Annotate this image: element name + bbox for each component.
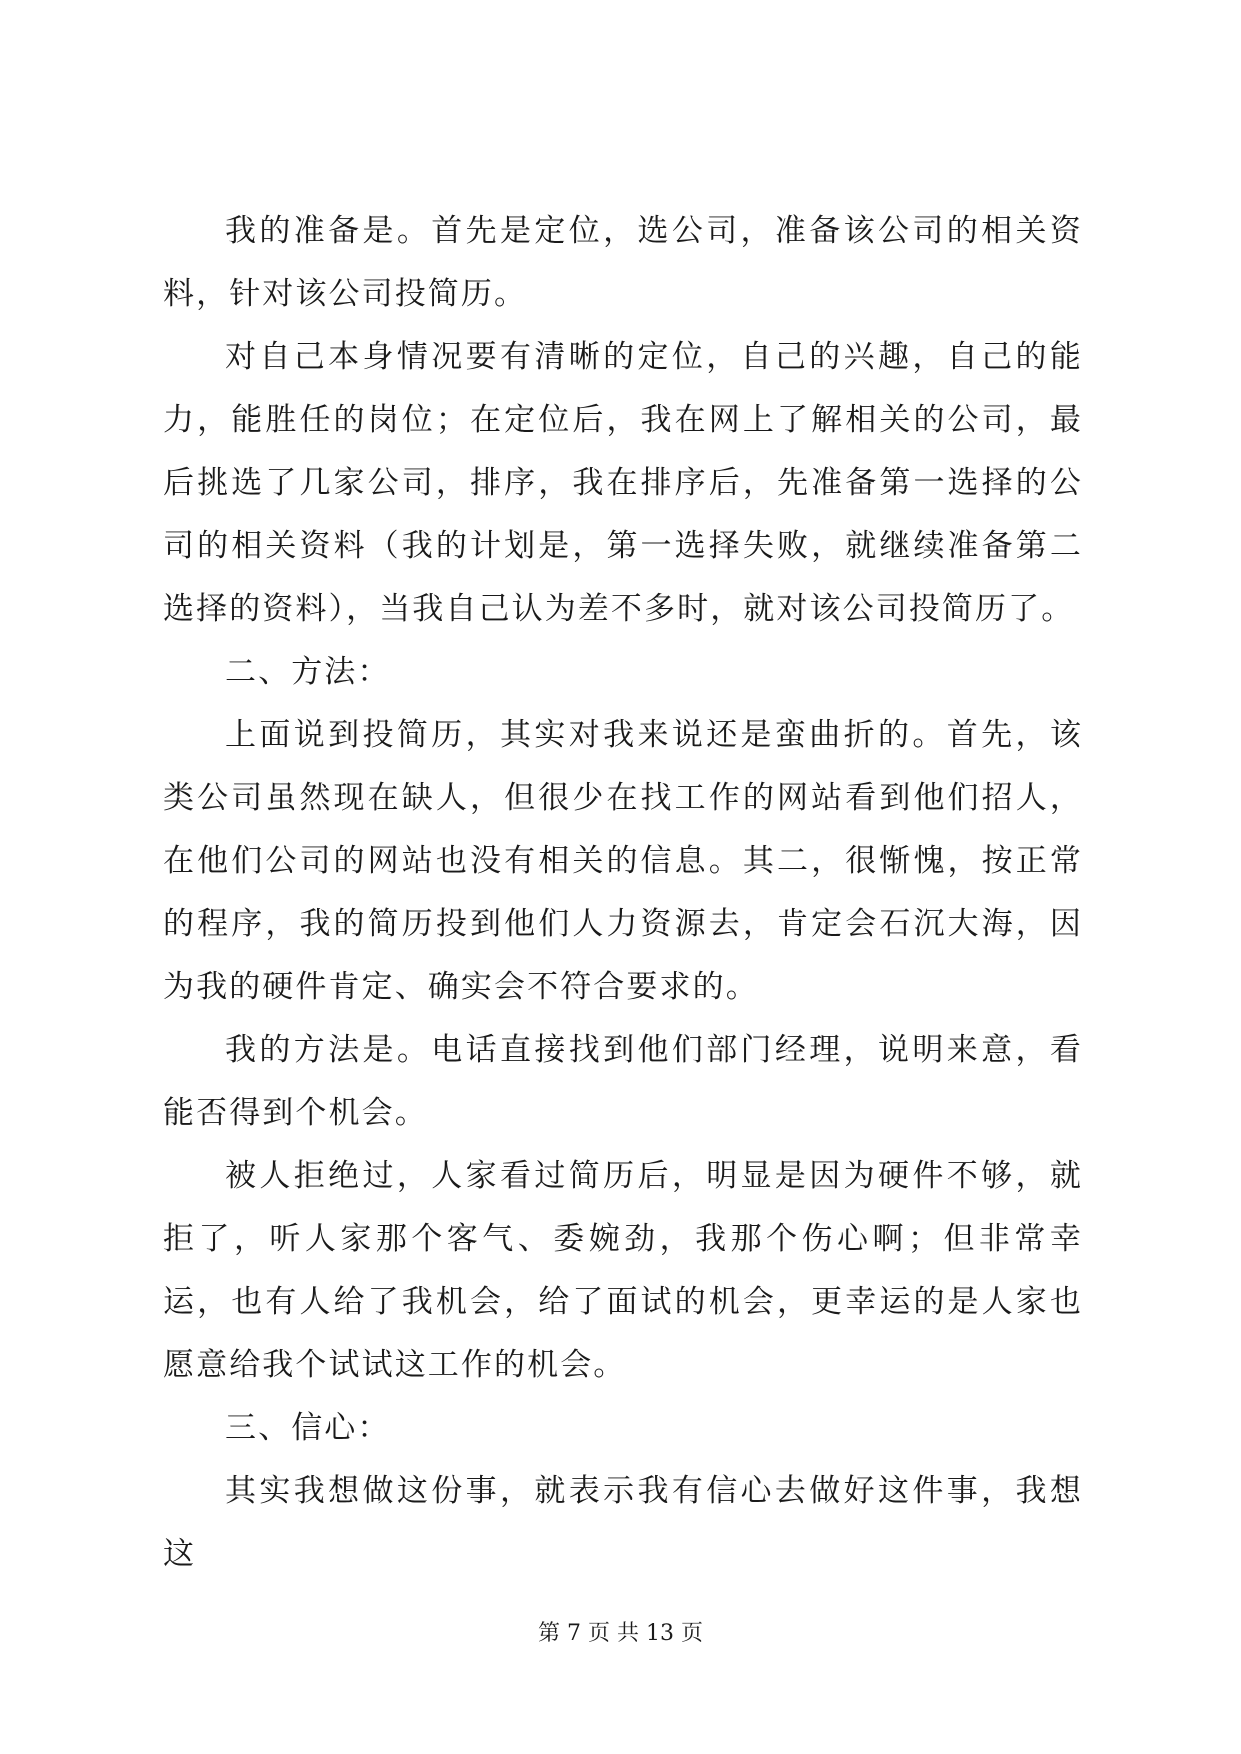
paragraph-confidence: 其实我想做这份事，就表示我有信心去做好这件事，我想这 bbox=[163, 1473, 1083, 1572]
section-heading-confidence: 三、信心： bbox=[225, 1410, 391, 1446]
paragraph-phone-method: 我的方法是。电话直接找到他们部门经理，说明来意，看能否得到个机会。 bbox=[163, 1032, 1083, 1131]
paragraph-resume-difficulty: 上面说到投简历，其实对我来说还是蛮曲折的。首先，该类公司虽然现在缺人，但很少在找工作的网站看到他们招人，在他们公司的网站也没有相关的信息。其二，很惭愧，按正常的程序，我的简历投到他们人力资源去，肯定会石沉大海，因为我的硬件肯定、确实会不符合要求的。 bbox=[163, 717, 1083, 1005]
paragraph-self-positioning: 对自己本身情况要有清晰的定位，自己的兴趣，自己的能力，能胜任的岗位；在定位后，我在网上了解相关的公司，最后挑选了几家公司，排序，我在排序后，先准备第一选择的公司的相关资料（我的计划是，第一选择失败，就继续准备第二选择的资料），当我自己认为差不多时，就对该公司投简历了。 bbox=[163, 339, 1083, 627]
paragraph-rejection-and-chance: 被人拒绝过，人家看过简历后，明显是因为硬件不够，就拒了，听人家那个客气、委婉劲，我那个伤心啊；但非常幸运，也有人给了我机会，给了面试的机会，更幸运的是人家也愿意给我个试试这工作的机会。 bbox=[163, 1158, 1083, 1383]
document-body bbox=[163, 200, 1083, 1586]
paragraph-preparation: 我的准备是。首先是定位，选公司，准备该公司的相关资料，针对该公司投简历。 bbox=[163, 213, 1083, 312]
section-heading-method: 二、方法： bbox=[225, 654, 391, 690]
page-number-footer: 第 7 页 共 13 页 bbox=[538, 1621, 703, 1646]
